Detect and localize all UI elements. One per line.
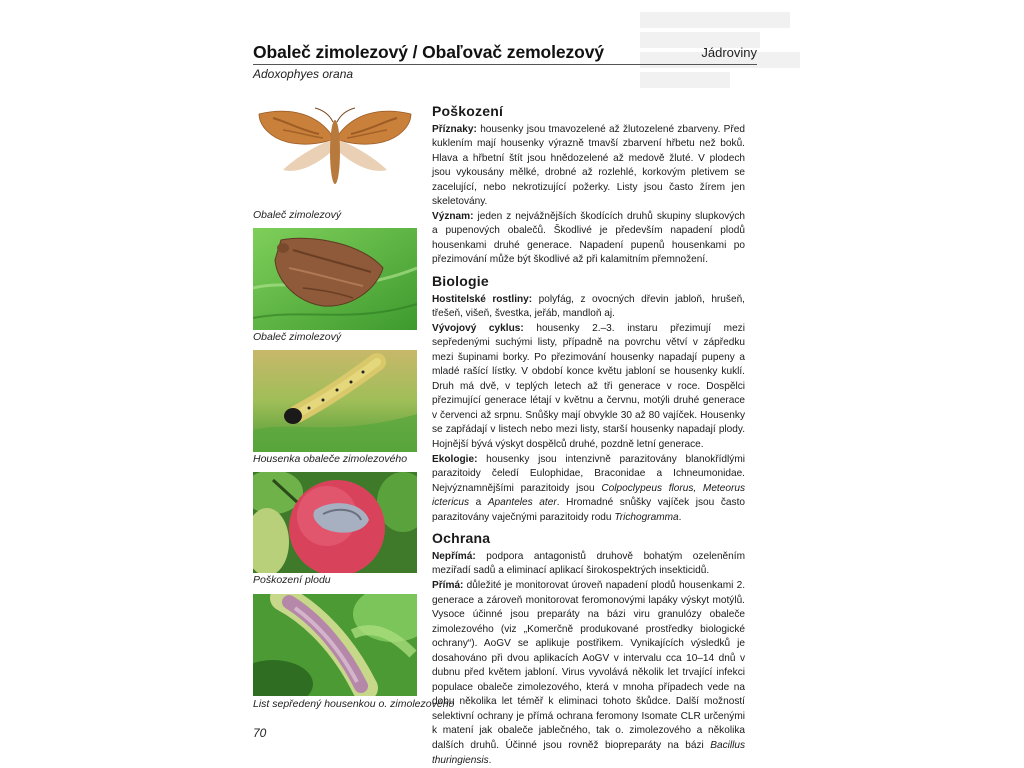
paragraph-text: jeden z nejvážnějších škodících druhů skupiny slupkových a pupenových obalečů. Škodlivé je především napadení plodů housenkami druhé generace. Napadení pupenů housenkami po přezimování může být škodlivé až při kalamitním přemnožení.: [432, 210, 745, 266]
species-name: Colpoclypeus florus, Meteorus ictericus: [432, 482, 745, 509]
paragraph-text: podpora antagonistů druhově bohatým ozeleněním meziřadí sadů a eliminací aplikací širokospektrých insekticidů.: [432, 550, 745, 577]
page-title: Obaleč zimolezový / Obaľovač zemolezový: [253, 42, 605, 62]
paragraph-text: .: [488, 754, 492, 766]
figure-caption: List sepředený housenkou o. zimolezového: [253, 698, 455, 710]
label: Význam:: [432, 210, 474, 222]
label: Ekologie:: [432, 453, 478, 465]
biology-hosts: [432, 293, 745, 322]
section-heading-protection: Ochrana: [432, 530, 491, 547]
figure-caption: Poškození plodu: [253, 574, 331, 586]
paragraph-text: důležité je monitorovat úroveň napadení plodů housenkami 2. generace a zároveň monitorovat feromonovými lapáky výskyt motýlů. Vysoce účinné jsou preparáty na bázi viru granulózy obaleče zimolezového (viz „Komerčně produkované prostředky biologické ochrany“). AoGV se aplikuje postřikem. Vynikajících výsledků je dosahováno při dvou aplikacích AoGV v intervalu cca 10–14 dnů v dubnu před květem jabloní. Virus vyvolává několik let trvající infekci populace obaleče zimolezového, která v mnoha případech vede na dobu několika let téměř k eliminaci tohoto škůdce. Další možností selektivní ochrany je přímá ochrana feromony Isomate CLR určenými k matení jak obaleče jablečného, tak o. zimolezového a několika dalších druhů. Účinné jsou rovněž biopreparáty na bázi: [432, 579, 745, 751]
biology-ecology: [432, 453, 745, 526]
figure-caption: Obaleč zimolezový: [253, 209, 342, 221]
figure-damaged-apple: [253, 472, 417, 573]
figure-rolled-leaf: [253, 594, 417, 696]
label: Příznaky:: [432, 123, 477, 135]
label: Přímá:: [432, 579, 464, 591]
paragraph-text: polyfág, z ovocných dřevin jabloň, hrušeň, třešeň, višeň, švestka, jeřáb, mandloň aj.: [432, 293, 745, 320]
damage-significance: [432, 210, 745, 268]
section-tag: Jádroviny: [701, 45, 757, 60]
paragraph-text: housenky jsou tmavozelené až žlutozelené zbarveny. Před kuklením mají housenky výrazně tmavší zbarvení hřbetu než boků. Hlava a hřbetní štít jsou hnědozelené až medově žluté. V plodech jsou vykousány mělké, drobné až rozlehlé, korkovým pletivem se zacelující, nebo nekrotizující požerky. Listy jsou často žírem jen skeletovány.: [432, 123, 745, 208]
damage-symptoms: [432, 123, 745, 210]
figure-caterpillar: [253, 350, 417, 452]
figure-caption: Housenka obaleče zimolezového: [253, 453, 408, 465]
species-name: Trichogramma: [614, 511, 679, 523]
protection-direct: [432, 579, 745, 768]
label: Nepřímá:: [432, 550, 476, 562]
label: Vývojový cyklus:: [432, 322, 524, 334]
latin-name: Adoxophyes orana: [253, 67, 354, 81]
section-heading-damage: Poškození: [432, 103, 504, 119]
figure-moth-spread: [253, 100, 417, 198]
label: Hostitelské rostliny:: [432, 293, 533, 305]
paragraph-text: a: [469, 497, 488, 509]
protection-indirect: [432, 550, 745, 579]
figure-caption: Obaleč zimolezový: [253, 331, 342, 343]
paragraph-text: . Hromadné snůšky vajíček jsou často parazitovány vaječnými parazitoidy rodu: [432, 497, 745, 523]
section-heading-biology: Biologie: [432, 273, 489, 290]
main-text-column: [432, 104, 745, 768]
species-name: Bacillus thuringiensis: [432, 739, 745, 766]
paragraph-text: .: [678, 511, 682, 523]
figure-moth-on-leaf: [253, 228, 417, 330]
paragraph-text: housenky 2.–3. instaru přezimují mezi sepředenými suchými listy, případně na povrchu větví v zápředku mezi šupinami borky. Po přezimování housenky napadají pupeny a mladé rašící lístky. V období konce květu jabloní se housenky kuklí. Druh má dvě, v teplých letech až tři generace v roce. Dospělci přezimující generace létají v květnu a červnu, motýli druhé generace v červenci až srpnu. Snůšky mají obvykle 30 až 80 vajíček. Housenky se zapřádají v listech nebo mezi listy, starší housenky napadají plody. Hojnější bývá výskyt dospělců druhé, pozdně letní generace.: [432, 322, 745, 451]
biology-cycle: [432, 322, 745, 453]
page-header: [253, 41, 757, 65]
page-number: 70: [253, 726, 267, 740]
paragraph-text: housenky jsou intenzivně parazitovány blanokřídlými parazitoidy čeledí Eulophidae, Braconidae a Ichneumonidae. Nejvýznamnějšími parazitoidy jsou: [432, 453, 745, 494]
species-name: Apanteles ater: [487, 497, 557, 509]
